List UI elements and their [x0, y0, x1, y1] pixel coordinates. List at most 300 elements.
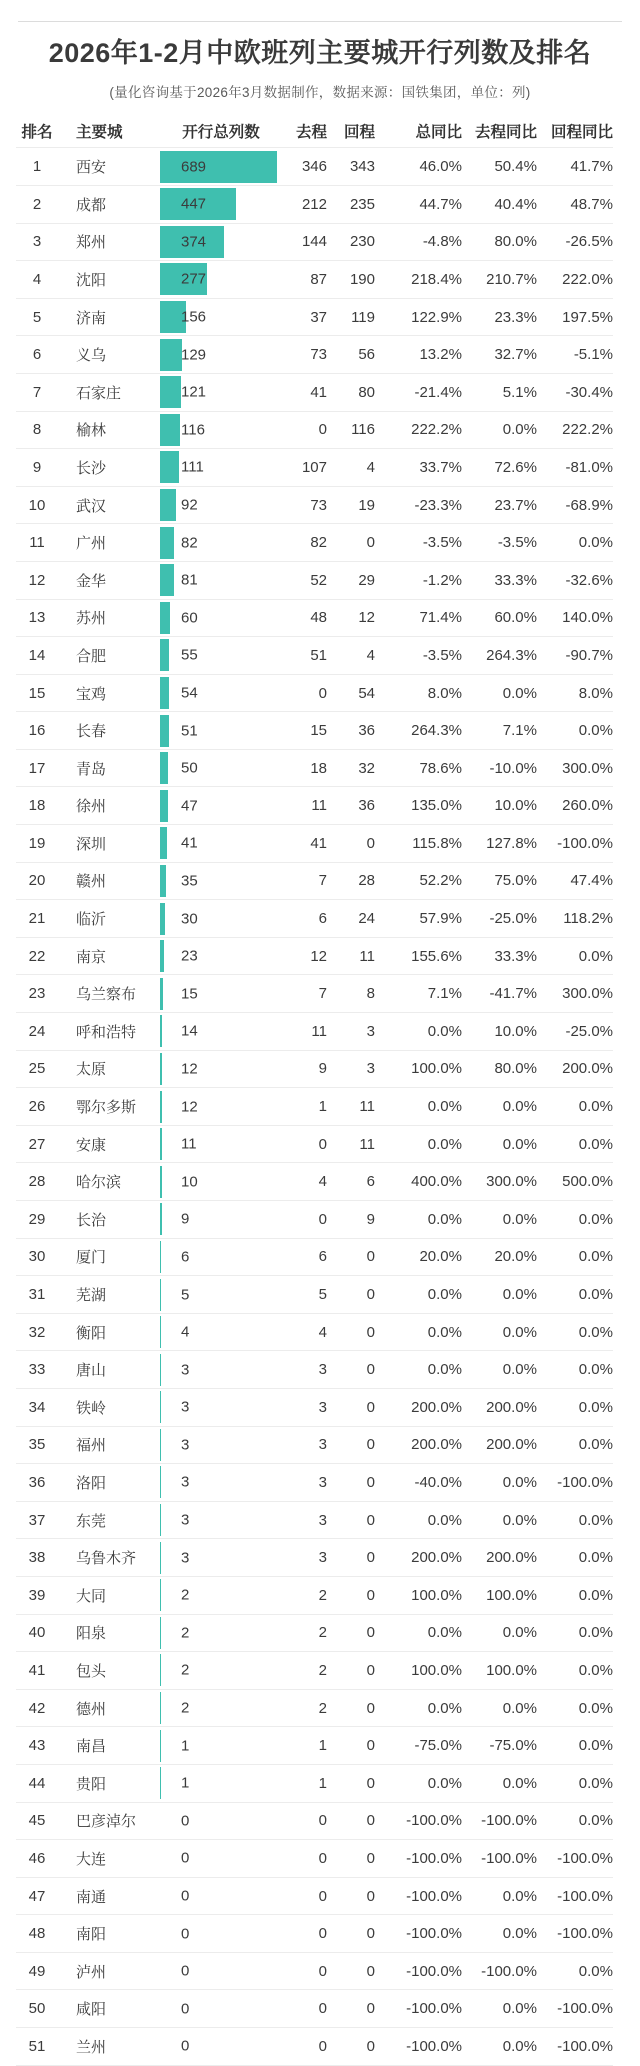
- outbound-yoy-cell: -3.5%: [462, 534, 537, 551]
- total-trains-value: 14: [181, 1023, 198, 1040]
- return-yoy-cell: 0.0%: [537, 1286, 613, 1303]
- total-yoy-cell: 71.4%: [375, 609, 462, 626]
- city-cell: 赣州: [58, 870, 160, 891]
- total-trains-cell: [160, 148, 282, 185]
- outbound-cell: 212: [282, 196, 327, 213]
- total-trains-value: 1: [181, 1737, 189, 1754]
- total-trains-bar: [160, 790, 168, 822]
- total-yoy-cell: 200.0%: [375, 1436, 462, 1453]
- outbound-cell: 6: [282, 910, 327, 927]
- total-trains-bar: [160, 715, 169, 747]
- outbound-cell: 1: [282, 1775, 327, 1792]
- total-trains-cell: [160, 562, 282, 599]
- total-trains-value: 6: [181, 1248, 189, 1265]
- rank-cell: 5: [16, 309, 58, 326]
- rank-cell: 42: [16, 1700, 58, 1717]
- outbound-yoy-cell: 32.7%: [462, 346, 537, 363]
- return-cell: 0: [327, 1549, 375, 1566]
- total-trains-cell: [160, 224, 282, 261]
- return-yoy-cell: 0.0%: [537, 1211, 613, 1228]
- city-cell: 乌鲁木齐: [58, 1547, 160, 1568]
- outbound-cell: 144: [282, 233, 327, 250]
- table-row: [16, 1840, 613, 1878]
- return-yoy-cell: -90.7%: [537, 647, 613, 664]
- table-row: [16, 600, 613, 638]
- total-yoy-cell: 115.8%: [375, 835, 462, 852]
- total-trains-cell: [160, 1351, 282, 1388]
- return-cell: 0: [327, 1324, 375, 1341]
- city-cell: 哈尔滨: [58, 1171, 160, 1192]
- city-cell: 南通: [58, 1886, 160, 1907]
- return-cell: 11: [327, 1098, 375, 1115]
- return-cell: 0: [327, 1775, 375, 1792]
- outbound-cell: 0: [282, 2038, 327, 2055]
- outbound-cell: 3: [282, 1361, 327, 1378]
- outbound-cell: 73: [282, 346, 327, 363]
- outbound-yoy-cell: 0.0%: [462, 1474, 537, 1491]
- return-cell: 0: [327, 1624, 375, 1641]
- rank-cell: 13: [16, 609, 58, 626]
- total-yoy-cell: -100.0%: [375, 1963, 462, 1980]
- total-trains-bar: [160, 339, 182, 371]
- outbound-yoy-cell: 0.0%: [462, 685, 537, 702]
- return-cell: 0: [327, 1662, 375, 1679]
- city-cell: 长治: [58, 1209, 160, 1230]
- outbound-yoy-cell: 23.7%: [462, 497, 537, 514]
- total-yoy-cell: 78.6%: [375, 760, 462, 777]
- rank-cell: 32: [16, 1324, 58, 1341]
- outbound-cell: 0: [282, 1211, 327, 1228]
- total-yoy-cell: -23.3%: [375, 497, 462, 514]
- total-yoy-cell: -3.5%: [375, 534, 462, 551]
- outbound-yoy-cell: 300.0%: [462, 1173, 537, 1190]
- total-trains-value: 60: [181, 609, 198, 626]
- outbound-cell: 0: [282, 1850, 327, 1867]
- outbound-yoy-cell: 0.0%: [462, 1925, 537, 1942]
- outbound-cell: 1: [282, 1098, 327, 1115]
- total-trains-cell: [160, 1013, 282, 1050]
- table-row: [16, 1427, 613, 1465]
- outbound-cell: 2: [282, 1587, 327, 1604]
- total-yoy-cell: 0.0%: [375, 1624, 462, 1641]
- total-yoy-cell: 100.0%: [375, 1060, 462, 1077]
- total-trains-value: 3: [181, 1436, 189, 1453]
- rank-cell: 6: [16, 346, 58, 363]
- outbound-cell: 0: [282, 1925, 327, 1942]
- total-trains-bar: [160, 1053, 162, 1085]
- outbound-yoy-cell: 60.0%: [462, 609, 537, 626]
- total-yoy-cell: -100.0%: [375, 1812, 462, 1829]
- total-trains-cell: [160, 1765, 282, 1802]
- table-row: [16, 1690, 613, 1728]
- total-trains-bar: [160, 1128, 162, 1160]
- outbound-cell: 3: [282, 1512, 327, 1529]
- total-trains-cell: [160, 1727, 282, 1764]
- outbound-cell: 107: [282, 459, 327, 476]
- table-row: [16, 1615, 613, 1653]
- total-trains-value: 689: [181, 158, 206, 175]
- total-trains-cell: [160, 1239, 282, 1276]
- total-yoy-cell: -21.4%: [375, 384, 462, 401]
- outbound-yoy-cell: 100.0%: [462, 1662, 537, 1679]
- outbound-cell: 0: [282, 1888, 327, 1905]
- outbound-yoy-cell: 7.1%: [462, 722, 537, 739]
- total-yoy-cell: 218.4%: [375, 271, 462, 288]
- outbound-cell: 51: [282, 647, 327, 664]
- return-cell: 235: [327, 196, 375, 213]
- return-cell: 0: [327, 1361, 375, 1378]
- city-cell: 大同: [58, 1585, 160, 1606]
- total-trains-value: 0: [181, 1925, 189, 1942]
- return-yoy-cell: 0.0%: [537, 1737, 613, 1754]
- outbound-yoy-cell: -100.0%: [462, 1812, 537, 1829]
- total-yoy-cell: -100.0%: [375, 2038, 462, 2055]
- rank-cell: 25: [16, 1060, 58, 1077]
- city-cell: 宝鸡: [58, 683, 160, 704]
- rank-cell: 39: [16, 1587, 58, 1604]
- outbound-cell: 4: [282, 1324, 327, 1341]
- total-trains-cell: [160, 336, 282, 373]
- return-yoy-cell: 0.0%: [537, 1963, 613, 1980]
- return-cell: 11: [327, 948, 375, 965]
- table-row: [16, 412, 613, 450]
- rank-cell: 43: [16, 1737, 58, 1754]
- outbound-cell: 7: [282, 872, 327, 889]
- return-cell: 19: [327, 497, 375, 514]
- outbound-cell: 2: [282, 1700, 327, 1717]
- outbound-cell: 1: [282, 1737, 327, 1754]
- table-row: [16, 1201, 613, 1239]
- table-row: [16, 787, 613, 825]
- total-yoy-cell: -4.8%: [375, 233, 462, 250]
- total-trains-value: 5: [181, 1286, 189, 1303]
- table-row: [16, 487, 613, 525]
- outbound-yoy-cell: -75.0%: [462, 1737, 537, 1754]
- total-trains-cell: [160, 825, 282, 862]
- total-yoy-cell: 46.0%: [375, 158, 462, 175]
- return-cell: 0: [327, 534, 375, 551]
- city-cell: 南阳: [58, 1923, 160, 1944]
- rank-cell: 33: [16, 1361, 58, 1378]
- return-yoy-cell: 0.0%: [537, 1399, 613, 1416]
- total-trains-bar: [160, 940, 164, 972]
- outbound-yoy-cell: 80.0%: [462, 1060, 537, 1077]
- table-body: [16, 148, 613, 2065]
- rank-table: [0, 114, 640, 2065]
- return-yoy-cell: -100.0%: [537, 1850, 613, 1867]
- return-yoy-cell: 0.0%: [537, 1324, 613, 1341]
- return-yoy-cell: 48.7%: [537, 196, 613, 213]
- total-trains-bar: [160, 677, 169, 709]
- total-yoy-cell: -40.0%: [375, 1474, 462, 1491]
- total-trains-value: 4: [181, 1324, 189, 1341]
- total-trains-bar: [160, 1504, 161, 1536]
- total-trains-cell: [160, 975, 282, 1012]
- rank-cell: 15: [16, 685, 58, 702]
- return-yoy-cell: -5.1%: [537, 346, 613, 363]
- total-trains-value: 50: [181, 760, 198, 777]
- table-row: [16, 637, 613, 675]
- outbound-cell: 0: [282, 1812, 327, 1829]
- rank-cell: 35: [16, 1436, 58, 1453]
- total-trains-cell: [160, 900, 282, 937]
- total-trains-cell: [160, 524, 282, 561]
- total-trains-bar: [160, 1354, 161, 1386]
- rank-cell: 21: [16, 910, 58, 927]
- return-yoy-cell: 0.0%: [537, 1662, 613, 1679]
- total-trains-cell: [160, 1615, 282, 1652]
- total-yoy-cell: 0.0%: [375, 1324, 462, 1341]
- total-trains-cell: [160, 1840, 282, 1877]
- outbound-yoy-cell: 127.8%: [462, 835, 537, 852]
- return-yoy-cell: 0.0%: [537, 534, 613, 551]
- total-trains-value: 82: [181, 534, 198, 551]
- total-trains-cell: [160, 712, 282, 749]
- outbound-yoy-cell: 0.0%: [462, 1361, 537, 1378]
- outbound-cell: 0: [282, 1963, 327, 1980]
- table-row: [16, 562, 613, 600]
- return-yoy-cell: -32.6%: [537, 572, 613, 589]
- total-trains-bar: [160, 978, 163, 1010]
- outbound-yoy-cell: 0.0%: [462, 1775, 537, 1792]
- return-yoy-cell: -100.0%: [537, 1888, 613, 1905]
- rank-cell: 28: [16, 1173, 58, 1190]
- total-trains-bar: [160, 903, 165, 935]
- return-yoy-cell: 0.0%: [537, 1436, 613, 1453]
- city-cell: 徐州: [58, 795, 160, 816]
- city-cell: 铁岭: [58, 1397, 160, 1418]
- rank-cell: 14: [16, 647, 58, 664]
- table-row: [16, 1539, 613, 1577]
- total-trains-cell: [160, 1163, 282, 1200]
- header-return: 回程: [327, 120, 375, 142]
- total-trains-value: 2: [181, 1587, 189, 1604]
- total-trains-value: 2: [181, 1700, 189, 1717]
- return-cell: 4: [327, 459, 375, 476]
- total-trains-value: 23: [181, 948, 198, 965]
- total-yoy-cell: 20.0%: [375, 1248, 462, 1265]
- return-cell: 0: [327, 1850, 375, 1867]
- return-cell: 0: [327, 1700, 375, 1717]
- city-cell: 包头: [58, 1660, 160, 1681]
- return-cell: 4: [327, 647, 375, 664]
- total-trains-cell: [160, 1539, 282, 1576]
- rank-cell: 27: [16, 1136, 58, 1153]
- total-trains-bar: [160, 1091, 162, 1123]
- return-yoy-cell: 0.0%: [537, 1700, 613, 1717]
- city-cell: 青岛: [58, 758, 160, 779]
- total-yoy-cell: -3.5%: [375, 647, 462, 664]
- city-cell: 阳泉: [58, 1622, 160, 1643]
- outbound-yoy-cell: 0.0%: [462, 1136, 537, 1153]
- total-trains-bar: [160, 865, 166, 897]
- rank-cell: 50: [16, 2000, 58, 2017]
- table-row: [16, 863, 613, 901]
- total-trains-value: 3: [181, 1361, 189, 1378]
- rank-cell: 9: [16, 459, 58, 476]
- total-trains-cell: [160, 1915, 282, 1952]
- outbound-yoy-cell: 100.0%: [462, 1587, 537, 1604]
- city-cell: 洛阳: [58, 1472, 160, 1493]
- return-yoy-cell: -81.0%: [537, 459, 613, 476]
- outbound-yoy-cell: 264.3%: [462, 647, 537, 664]
- total-trains-value: 12: [181, 1060, 198, 1077]
- header-city: 主要城: [58, 120, 160, 142]
- rank-cell: 30: [16, 1248, 58, 1265]
- total-trains-cell: [160, 374, 282, 411]
- return-cell: 119: [327, 309, 375, 326]
- return-yoy-cell: -100.0%: [537, 1474, 613, 1491]
- return-cell: 0: [327, 1512, 375, 1529]
- rank-cell: 47: [16, 1888, 58, 1905]
- rank-cell: 34: [16, 1399, 58, 1416]
- table-row: [16, 1765, 613, 1803]
- page-subtitle: (量化咨询基于2026年3月数据制作，数据来源：国铁集团，单位：列): [0, 81, 640, 101]
- total-trains-value: 51: [181, 722, 198, 739]
- return-cell: 29: [327, 572, 375, 589]
- table-row: [16, 1878, 613, 1916]
- city-cell: 安康: [58, 1134, 160, 1155]
- outbound-yoy-cell: 40.4%: [462, 196, 537, 213]
- rank-cell: 10: [16, 497, 58, 514]
- return-yoy-cell: -100.0%: [537, 2000, 613, 2017]
- city-cell: 济南: [58, 307, 160, 328]
- total-trains-bar: [160, 151, 277, 183]
- rank-cell: 4: [16, 271, 58, 288]
- total-yoy-cell: 200.0%: [375, 1549, 462, 1566]
- total-trains-bar: [160, 527, 174, 559]
- table-row: [16, 750, 613, 788]
- outbound-cell: 48: [282, 609, 327, 626]
- return-yoy-cell: 260.0%: [537, 797, 613, 814]
- table-row: [16, 1239, 613, 1277]
- total-yoy-cell: 52.2%: [375, 872, 462, 889]
- total-trains-value: 54: [181, 685, 198, 702]
- total-trains-cell: [160, 1577, 282, 1614]
- total-trains-cell: [160, 1464, 282, 1501]
- rank-cell: 7: [16, 384, 58, 401]
- page-title: 2026年1-2月中欧班列主要城开行列数及排名: [0, 37, 640, 69]
- table-row: [16, 1051, 613, 1089]
- rank-cell: 23: [16, 985, 58, 1002]
- return-cell: 11: [327, 1136, 375, 1153]
- return-cell: 8: [327, 985, 375, 1002]
- city-cell: 合肥: [58, 645, 160, 666]
- total-trains-value: 41: [181, 835, 198, 852]
- total-trains-bar: [160, 1015, 162, 1047]
- rank-cell: 49: [16, 1963, 58, 1980]
- return-yoy-cell: 222.2%: [537, 421, 613, 438]
- table-row: [16, 825, 613, 863]
- total-trains-cell: [160, 261, 282, 298]
- return-yoy-cell: 0.0%: [537, 948, 613, 965]
- rank-cell: 41: [16, 1662, 58, 1679]
- outbound-cell: 18: [282, 760, 327, 777]
- total-trains-bar: [160, 1542, 161, 1574]
- return-yoy-cell: 0.0%: [537, 1512, 613, 1529]
- outbound-yoy-cell: 0.0%: [462, 1888, 537, 1905]
- outbound-yoy-cell: 75.0%: [462, 872, 537, 889]
- outbound-yoy-cell: 33.3%: [462, 572, 537, 589]
- total-yoy-cell: -100.0%: [375, 2000, 462, 2017]
- return-yoy-cell: 0.0%: [537, 1624, 613, 1641]
- return-cell: 56: [327, 346, 375, 363]
- return-cell: 230: [327, 233, 375, 250]
- rank-cell: 20: [16, 872, 58, 889]
- return-cell: 36: [327, 797, 375, 814]
- total-yoy-cell: 0.0%: [375, 1136, 462, 1153]
- return-yoy-cell: -100.0%: [537, 1925, 613, 1942]
- city-cell: 临沂: [58, 908, 160, 929]
- return-cell: 0: [327, 1286, 375, 1303]
- return-cell: 0: [327, 1812, 375, 1829]
- total-trains-bar: [160, 1429, 161, 1461]
- total-trains-value: 0: [181, 1850, 189, 1867]
- total-yoy-cell: 0.0%: [375, 1286, 462, 1303]
- total-yoy-cell: 400.0%: [375, 1173, 462, 1190]
- outbound-yoy-cell: 23.3%: [462, 309, 537, 326]
- table-row: [16, 1351, 613, 1389]
- total-trains-bar: [160, 1166, 162, 1198]
- city-cell: 巴彦淖尔: [58, 1810, 160, 1831]
- total-trains-value: 35: [181, 872, 198, 889]
- rank-cell: 44: [16, 1775, 58, 1792]
- city-cell: 乌兰察布: [58, 983, 160, 1004]
- total-trains-bar: [160, 1279, 161, 1311]
- outbound-yoy-cell: 0.0%: [462, 1624, 537, 1641]
- total-yoy-cell: 222.2%: [375, 421, 462, 438]
- outbound-cell: 6: [282, 1248, 327, 1265]
- return-yoy-cell: 118.2%: [537, 910, 613, 927]
- total-trains-bar: [160, 639, 169, 671]
- total-trains-cell: [160, 1201, 282, 1238]
- total-yoy-cell: 0.0%: [375, 1211, 462, 1228]
- total-yoy-cell: 57.9%: [375, 910, 462, 927]
- table-row: [16, 1088, 613, 1126]
- return-yoy-cell: 0.0%: [537, 1549, 613, 1566]
- table-row: [16, 449, 613, 487]
- return-cell: 3: [327, 1023, 375, 1040]
- return-cell: 0: [327, 1925, 375, 1942]
- rank-cell: 38: [16, 1549, 58, 1566]
- outbound-yoy-cell: -10.0%: [462, 760, 537, 777]
- total-trains-bar: [160, 564, 174, 596]
- city-cell: 深圳: [58, 833, 160, 854]
- total-trains-cell: [160, 750, 282, 787]
- return-yoy-cell: 47.4%: [537, 872, 613, 889]
- total-trains-bar: [160, 827, 167, 859]
- rank-cell: 37: [16, 1512, 58, 1529]
- outbound-yoy-cell: 33.3%: [462, 948, 537, 965]
- return-yoy-cell: 8.0%: [537, 685, 613, 702]
- table-row: [16, 1276, 613, 1314]
- outbound-yoy-cell: 10.0%: [462, 1023, 537, 1040]
- outbound-cell: 3: [282, 1399, 327, 1416]
- outbound-yoy-cell: 0.0%: [462, 2038, 537, 2055]
- total-yoy-cell: 0.0%: [375, 1098, 462, 1115]
- total-trains-cell: [160, 1803, 282, 1840]
- rank-cell: 48: [16, 1925, 58, 1942]
- outbound-yoy-cell: 20.0%: [462, 1248, 537, 1265]
- table-row: [16, 975, 613, 1013]
- total-trains-bar: [160, 1316, 161, 1348]
- total-trains-cell: [160, 186, 282, 223]
- outbound-yoy-cell: 0.0%: [462, 1700, 537, 1717]
- rank-cell: 24: [16, 1023, 58, 1040]
- city-cell: 郑州: [58, 231, 160, 252]
- outbound-cell: 2: [282, 1662, 327, 1679]
- rank-cell: 12: [16, 572, 58, 589]
